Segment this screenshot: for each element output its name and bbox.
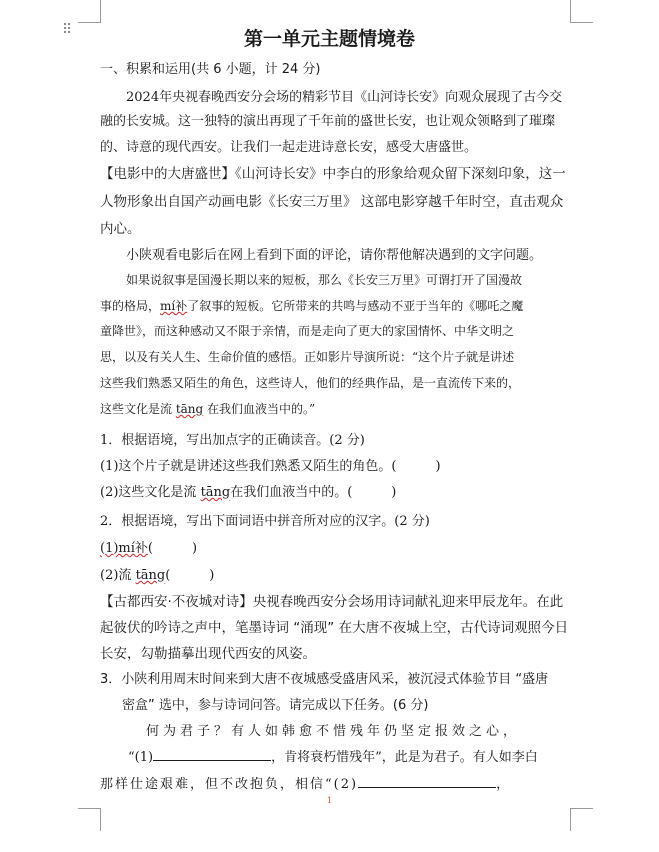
poem-question-line-1: 何为君子？有人如韩愈不惜残年仍坚定报效之心，	[146, 724, 521, 739]
question-3-line-1: 3．小陕利用周末时间来到大唐不夜城感受盛唐风采，被沉浸式体验节目 “盛唐	[100, 672, 549, 687]
poem-question-line-2: “(1) ，肯将衰朽惜残年”，此是为君子。有人如李白	[128, 746, 578, 765]
answer-blank-1[interactable]	[153, 746, 271, 761]
poem-question-line-3: 那样仕途艰难，但不改抱负，相信“(2) ，	[100, 773, 580, 792]
question-1-item-2: (2)这些文化是流 tāng在我们血液当中的。( )	[100, 485, 397, 500]
question-2-stem: 2．根据语境，写出下面词语中拼音所对应的汉字。(2 分)	[100, 514, 430, 529]
question-3-line-2: 密盒” 选中，参与诗词问答。请完成以下任务。(6 分)	[122, 698, 429, 713]
intro-line-1: 2024年央视春晚西安分会场的精彩节目《山河诗长安》向观众展现了古今交	[126, 90, 563, 105]
pinyin-mi: mí补	[160, 299, 188, 313]
page-corner-bottom-right	[570, 808, 593, 831]
question-2-item-2: (2)流 tāng( )	[100, 568, 215, 583]
question-1-stem: 1．根据语境，写出加点字的正确读音。(2 分)	[100, 433, 365, 448]
section-heading: 一、积累和运用(共 6 小题，计 24 分)	[100, 62, 321, 77]
review-line-3: 童降世》，而这种感动又不限于亲情，而是走向了更大的家国情怀、中华文明之	[100, 324, 515, 338]
page-title: 第一单元主题情境卷	[243, 28, 415, 50]
movie-line-1: 【电影中的大唐盛世】《山河诗长安》中李白的形象给观众留下深刻印象，这一	[100, 166, 566, 182]
ancient-line-1: 【古都西安·不夜城对诗】央视春晚西安分会场用诗词献礼迎来甲辰龙年。在此	[100, 594, 564, 610]
review-line-2: 事的格局，mí补了叙事的短板。它所带来的共鸣与感动不亚于当年的《哪吒之魔	[100, 299, 524, 313]
page-number: 1	[326, 796, 333, 805]
pinyin-tang: tāng	[175, 402, 204, 416]
movie-line-3: 内心。	[100, 221, 141, 237]
ancient-line-2: 起彼伏的吟诗之声中，笔墨诗词 “涌现” 在大唐不夜城上空，古代诗词观照今日	[100, 620, 569, 636]
review-line-6: 这些文化是流 tāng 在我们血液当中的。”	[100, 402, 316, 416]
ancient-line-3: 长安，勾勒描摹出现代西安的风姿。	[100, 646, 316, 662]
question-2-item-1: (1)mí补( )	[100, 541, 198, 556]
movie-line-2: 人物形象出自国产动画电影《长安三万里》 这部电影穿越千年时空，直击观众	[100, 194, 564, 210]
page-corner-top-left	[78, 0, 101, 23]
intro-line-2: 融的长安城。这一独特的演出再现了千年前的盛世长安，也让观众领略到了璀璨	[100, 114, 556, 129]
answer-blank-2[interactable]	[358, 773, 496, 788]
review-line-5: 这些我们熟悉又陌生的角色，这些诗人，他们的经典作品，是一直流传下来的，	[100, 376, 521, 390]
page-corner-bottom-left	[78, 808, 101, 831]
drag-handle-icon[interactable]: ⠿	[62, 22, 74, 38]
question-1-item-1: (1)这个片子就是讲述这些我们熟悉又陌生的角色。( )	[100, 459, 441, 474]
intro-line-3: 的、诗意的现代西安。让我们一起走进诗意长安，感受大唐盛世。	[100, 140, 478, 155]
review-lead: 小陕观看电影后在网上看到下面的评论，请你帮他解决遇到的文字问题。	[126, 248, 543, 263]
review-line-1: 如果说叙事是国漫长期以来的短板，那么《长安三万里》可谓打开了国漫故	[126, 273, 523, 287]
page-corner-top-right	[570, 0, 593, 23]
review-line-4: 思，以及有关人生、生命价值的感悟。正如影片导演所说：“这个片子就是讲述	[100, 350, 515, 364]
